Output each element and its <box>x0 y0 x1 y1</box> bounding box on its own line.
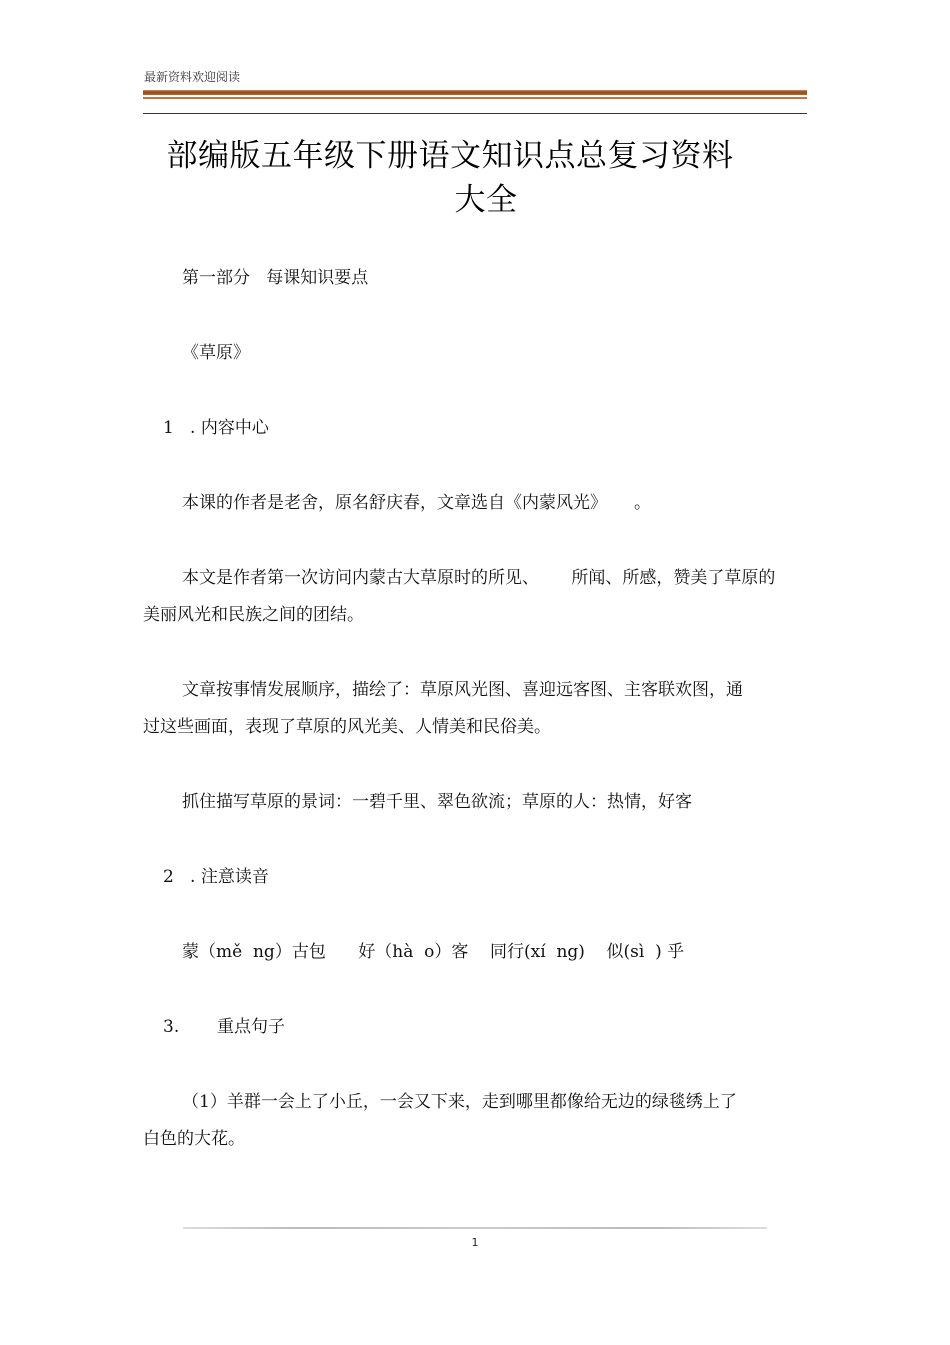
pronunciation-line: 蒙（mě ng）古包 好（hà o）客 同行(xí ng) 似(sì ) 乎 <box>182 942 685 962</box>
section-heading-1: 1 . 内容中心 <box>163 418 269 438</box>
header-rule-thick <box>143 90 807 95</box>
header-rule-line <box>143 113 807 114</box>
lesson-title: 《草原》 <box>182 343 250 363</box>
section-heading-2: 2 . 注意读音 <box>163 867 269 887</box>
section-heading-3: 3. 重点句子 <box>163 1017 286 1037</box>
part-heading: 第一部分 每课知识要点 <box>182 268 369 288</box>
document-title-line1: 部编版五年级下册语文知识点总复习资料 <box>166 138 734 174</box>
paragraph-1: 本课的作者是老舍，原名舒庆春，文章选自《内蒙风光》 。 <box>182 493 652 513</box>
page-header-text: 最新资料欢迎阅读 <box>144 70 241 84</box>
document-title-line2: 大全 <box>454 182 518 218</box>
page-number: 1 <box>471 1236 479 1249</box>
sentence-1-line1: （1）羊群一会上了小丘，一会又下来，走到哪里都像给无边的绿毯绣上了 <box>182 1092 737 1112</box>
header-rule-thin <box>143 97 807 99</box>
paragraph-2-line2: 美丽风光和民族之间的团结。 <box>143 605 364 625</box>
paragraph-2-line1: 本文是作者第一次访问内蒙古大草原时的所见、 所闻、所感，赞美了草原的 <box>182 568 776 588</box>
paragraph-3-line1: 文章按事情发展顺序，描绘了：草原风光图、喜迎远客图、主客联欢图，通 <box>182 680 743 700</box>
paragraph-3-line2: 过这些画面，表现了草原的风光美、人情美和民俗美。 <box>143 717 551 737</box>
footer-rule <box>183 1227 767 1229</box>
paragraph-4: 抓住描写草原的景词：一碧千里、翠色欲流；草原的人：热情，好客 <box>182 792 692 812</box>
sentence-1-line2: 白色的大花。 <box>143 1129 245 1149</box>
